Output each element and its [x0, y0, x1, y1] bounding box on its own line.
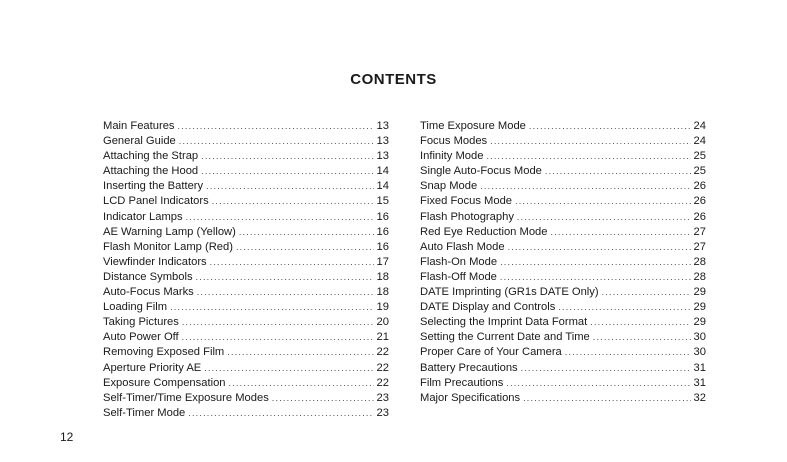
dot-leader — [204, 361, 373, 376]
toc-entry — [103, 255, 389, 270]
toc-entry-title: Flash Photography — [420, 210, 514, 223]
dot-leader — [272, 391, 374, 406]
dot-leader — [558, 300, 690, 315]
toc-entry-page: 18 — [376, 270, 389, 283]
toc-entry — [103, 361, 389, 376]
toc-entry — [420, 255, 706, 270]
dot-leader — [602, 285, 691, 300]
dot-leader — [229, 376, 374, 391]
toc-entry-page: 22 — [376, 361, 389, 374]
toc-entry-title: Main Features — [103, 120, 175, 132]
toc-entry — [103, 376, 389, 391]
toc-entry-page: 28 — [693, 270, 706, 283]
toc-entry-page: 28 — [693, 255, 706, 268]
dot-leader — [480, 179, 690, 194]
toc-left-column — [103, 119, 389, 421]
toc-entry-title: Film Precautions — [420, 376, 504, 389]
toc-entry — [420, 240, 706, 255]
dot-leader — [182, 330, 374, 345]
toc-entry-title: Selecting the Imprint Data Format — [420, 316, 588, 329]
toc-entry-page: 18 — [376, 286, 389, 299]
toc-entry — [420, 300, 706, 315]
toc-entry-title: DATE Display and Controls — [420, 301, 556, 314]
toc-entry — [420, 330, 706, 345]
toc-entry-page: 26 — [693, 210, 706, 223]
dot-leader — [545, 164, 691, 179]
toc-entry-title: Loading Film — [103, 301, 168, 314]
toc-entry-title: Viewfinder Indicators — [103, 255, 207, 268]
toc-entry-title: Snap Mode — [420, 180, 478, 193]
toc-entry-page: 29 — [693, 301, 706, 314]
dot-leader — [506, 376, 690, 391]
toc-entry-page: 29 — [693, 286, 706, 299]
toc-entry-title: Auto Flash Mode — [420, 240, 505, 253]
page-number: 12 — [60, 430, 74, 444]
toc-entry — [103, 149, 389, 164]
dot-leader — [523, 391, 690, 406]
toc-entry-title: Aperture Priority AE — [103, 361, 202, 374]
toc-entry — [420, 225, 706, 240]
toc-entry-page: 23 — [376, 391, 389, 404]
toc-entry-title: Attaching the Hood — [103, 165, 199, 178]
toc-entry-title: Attaching the Strap — [103, 150, 199, 163]
toc-entry — [420, 376, 706, 391]
toc-entry-title: Taking Pictures — [103, 316, 179, 329]
contents-title: CONTENTS — [350, 71, 437, 88]
toc-entry — [103, 391, 389, 406]
toc-entry-page: 23 — [376, 406, 389, 419]
toc-entry — [103, 285, 389, 300]
toc-entry-title: Distance Symbols — [103, 270, 193, 283]
toc-entry — [420, 270, 706, 285]
toc-entry-title: AE Warning Lamp (Yellow) — [103, 225, 236, 238]
toc-entry — [420, 134, 706, 149]
toc-entry-page: 13 — [376, 120, 389, 132]
dot-leader — [593, 330, 691, 345]
toc-entry — [420, 179, 706, 194]
toc-entry-title: Red Eye Reduction Mode — [420, 225, 548, 238]
dot-leader — [236, 240, 374, 255]
toc-entry — [103, 330, 389, 345]
dot-leader — [521, 361, 691, 376]
toc-entry-title: Proper Care of Your Camera — [420, 346, 562, 359]
toc-entry-page: 16 — [376, 225, 389, 238]
toc-entry-title: Self-Timer/Time Exposure Modes — [103, 391, 269, 404]
dot-leader — [197, 285, 374, 300]
toc-entry — [103, 270, 389, 285]
toc-entry-title: Exposure Compensation — [103, 376, 226, 389]
toc-entry — [420, 210, 706, 225]
toc-entry-title: Removing Exposed Film — [103, 346, 225, 359]
toc-entry — [420, 164, 706, 179]
dot-leader — [565, 345, 691, 360]
toc-entry-title: Auto Power Off — [103, 331, 179, 344]
toc-entry-title: Major Specifications — [420, 391, 521, 404]
toc-entry-page: 22 — [376, 346, 389, 359]
toc-entry — [103, 179, 389, 194]
toc-entry-title: Self-Timer Mode — [103, 406, 186, 419]
toc-entry — [420, 345, 706, 360]
toc-entry — [420, 285, 706, 300]
dot-leader — [239, 225, 374, 240]
toc-entry — [103, 240, 389, 255]
toc-entry — [103, 119, 389, 134]
toc-entry-page: 16 — [376, 240, 389, 253]
toc-entry-page: 30 — [693, 331, 706, 344]
toc-entry — [103, 134, 389, 149]
toc-entry-title: DATE Imprinting (GR1s DATE Only) — [420, 286, 599, 299]
toc-entry — [420, 119, 706, 134]
dot-leader — [529, 119, 691, 134]
dot-leader — [227, 345, 373, 360]
toc-entry-page: 26 — [693, 195, 706, 208]
dot-leader — [186, 210, 374, 225]
toc-right-column — [420, 119, 706, 406]
toc-entry-title: Auto-Focus Marks — [103, 286, 194, 299]
toc-entry-title: Infinity Mode — [420, 150, 484, 163]
toc-entry-title: Setting the Current Date and Time — [420, 331, 590, 344]
toc-entry — [420, 361, 706, 376]
toc-entry — [103, 300, 389, 315]
toc-entry — [420, 391, 706, 406]
dot-leader — [508, 240, 691, 255]
dot-leader — [515, 194, 691, 209]
dot-leader — [486, 149, 690, 164]
toc-entry-page: 15 — [376, 195, 389, 208]
dot-leader — [590, 315, 690, 330]
toc-entry-title: Single Auto-Focus Mode — [420, 165, 542, 178]
toc-entry-title: LCD Panel Indicators — [103, 195, 209, 208]
dot-leader — [182, 315, 374, 330]
toc-entry-page: 21 — [376, 331, 389, 344]
toc-entry-title: Flash-Off Mode — [420, 270, 497, 283]
dot-leader — [490, 134, 690, 149]
toc-entry-page: 20 — [376, 316, 389, 329]
toc-entry-page: 13 — [376, 135, 389, 148]
dot-leader — [188, 406, 373, 421]
dot-leader — [517, 210, 691, 225]
toc-entry-page: 22 — [376, 376, 389, 389]
dot-leader — [178, 119, 374, 134]
dot-leader — [212, 194, 374, 209]
toc-entry — [103, 210, 389, 225]
toc-entry — [103, 164, 389, 179]
dot-leader — [206, 179, 373, 194]
toc-entry — [103, 225, 389, 240]
toc-entry-page: 25 — [693, 165, 706, 178]
dot-leader — [201, 149, 373, 164]
toc-entry-page: 14 — [376, 165, 389, 178]
toc-entry-page: 31 — [693, 361, 706, 374]
toc-entry — [420, 315, 706, 330]
toc-entry-page: 26 — [693, 180, 706, 193]
toc-entry-page: 27 — [693, 225, 706, 238]
dot-leader — [551, 225, 691, 240]
toc-entry-page: 24 — [693, 120, 706, 132]
toc-entry-page: 25 — [693, 150, 706, 163]
toc-entry-title: Indicator Lamps — [103, 210, 183, 223]
toc-entry-page: 24 — [693, 135, 706, 148]
dot-leader — [500, 255, 690, 270]
toc-entry — [103, 406, 389, 421]
toc-entry-title: Flash Monitor Lamp (Red) — [103, 240, 233, 253]
dot-leader — [500, 270, 691, 285]
toc-entry-title: Fixed Focus Mode — [420, 195, 513, 208]
toc-entry-title: Time Exposure Mode — [420, 120, 526, 132]
toc-entry-page: 14 — [376, 180, 389, 193]
toc-entry — [103, 315, 389, 330]
toc-entry-page: 31 — [693, 376, 706, 389]
toc-entry-page: 27 — [693, 240, 706, 253]
toc-entry-title: Flash-On Mode — [420, 255, 498, 268]
toc-entry — [420, 194, 706, 209]
toc-entry-title: Battery Precautions — [420, 361, 518, 374]
dot-leader — [210, 255, 374, 270]
toc-entry-page: 16 — [376, 210, 389, 223]
dot-leader — [179, 134, 374, 149]
toc-entry-page: 17 — [376, 255, 389, 268]
dot-leader — [170, 300, 373, 315]
dot-leader — [201, 164, 373, 179]
toc-entry-page: 13 — [376, 150, 389, 163]
toc-entry-title: Inserting the Battery — [103, 180, 204, 193]
toc-entry-page: 19 — [376, 301, 389, 314]
toc-entry — [103, 345, 389, 360]
toc-entry-page: 30 — [693, 346, 706, 359]
toc-entry — [103, 194, 389, 209]
toc-entry-page: 29 — [693, 316, 706, 329]
toc-entry — [420, 149, 706, 164]
toc-entry-title: General Guide — [103, 135, 176, 148]
toc-entry-page: 32 — [693, 391, 706, 404]
toc-entry-title: Focus Modes — [420, 135, 488, 148]
dot-leader — [196, 270, 374, 285]
